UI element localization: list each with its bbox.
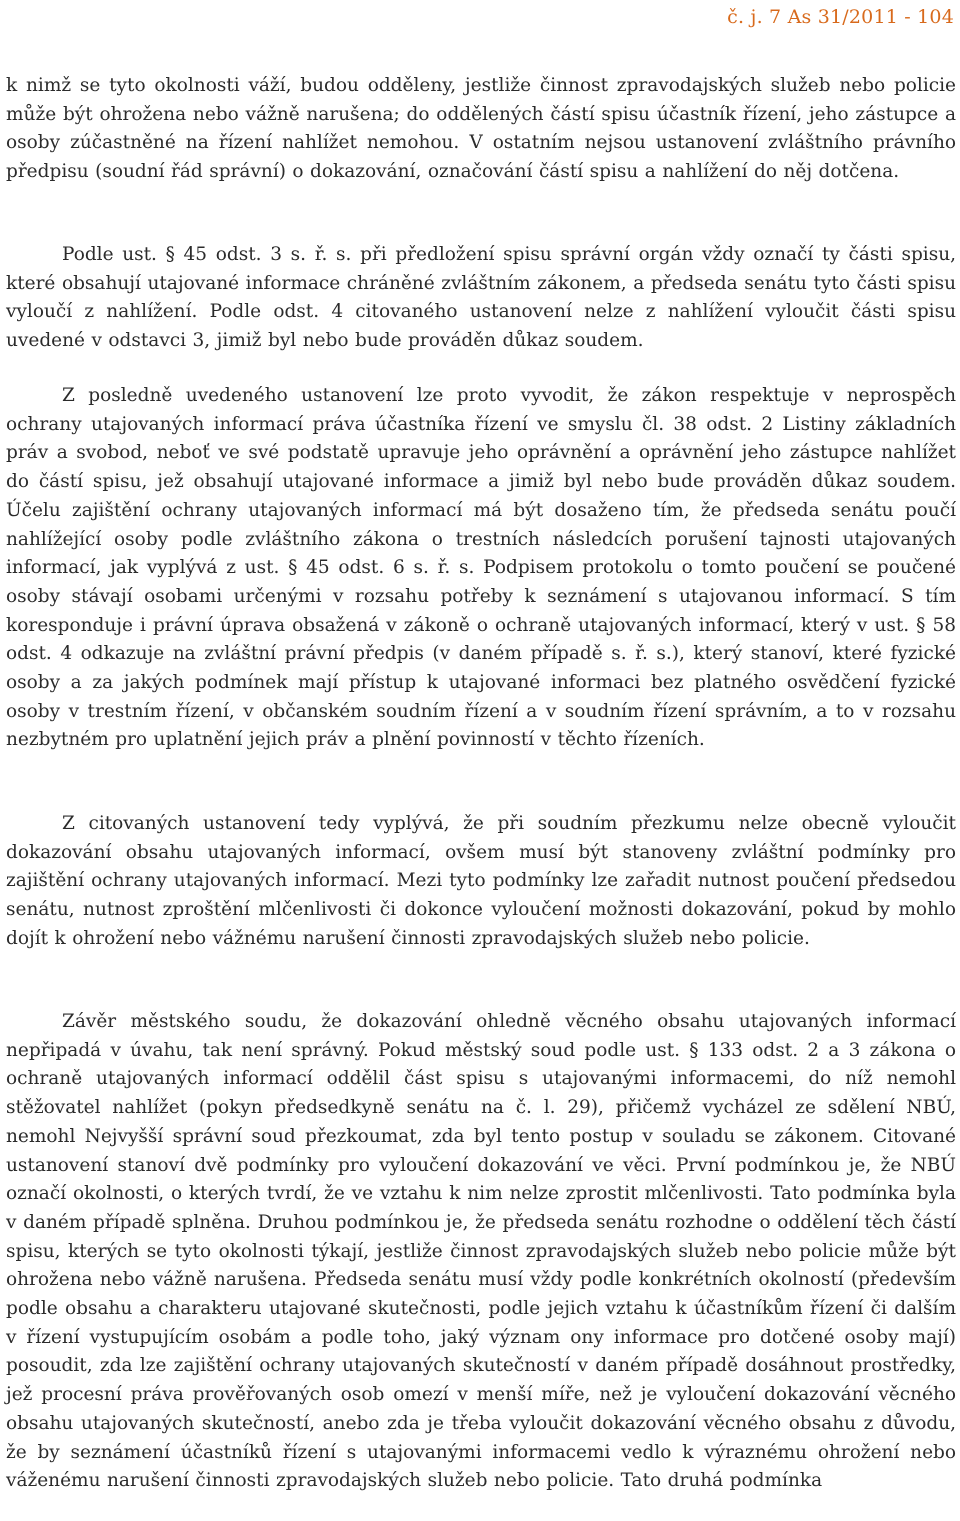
- document-page: [6, 0, 956, 1521]
- paragraph-section-45: Podle ust. § 45 odst. 3 s. ř. s. při předložení spisu správní orgán vždy označí ty části spisu, které obsahují utajované informace chráněné zvláštním zákonem, a předseda senátu tyto části spisu vyloučí z nahlížení. Podle odst. 4 citovaného ustanovení nelze z nahlížení vyloučit části spisu uvedené v odstavci 3, jimiž byl nebo bude prováděn důkaz soudem.: [6, 244, 956, 352]
- paragraph-conclusion-provisions: Z citovaných ustanovení tedy vyplývá, že při soudním přezkumu nelze obecně vyloučit dokazování obsahu utajovaných informací, ovšem musí být stanoveny zvláštní podmínky pro zajištění ochrany utajovaných informací. Mezi tyto podmínky lze zařadit nutnost poučení předsedou senátu, nutnost zproštění mlčenlivosti či dokonce vyloučení možnosti dokazování, pokud by mohlo dojít k ohrožení nebo vážnému narušení činnosti zpravodajských služeb nebo policie.: [6, 813, 956, 949]
- paragraph-charter-rights: Z posledně uvedeného ustanovení lze proto vyvodit, že zákon respektuje v neprospěch ochrany utajovaných informací práva účastníka řízení ve smyslu čl. 38 odst. 2 Listiny základních práv a svobod, neboť ve své podstatě upravuje jeho oprávnění a oprávnění jeho zástupce nahlížet do částí spisu, jež obsahují utajované informace a jimiž byl nebo bude prováděn důkaz soudem. Účelu zajištění ochrany utajovaných informací má být dosaženo tím, že předseda senátu poučí nahlížející osoby podle zvláštního zákona o trestních následcích porušení tajnosti utajovaných informací, jak vyplývá z ust. § 45 odst. 6 s. ř. s. Podpisem protokolu o tomto poučení se poučené osoby stávají osobami určenými v rozsahu potřeby k seznámení s utajovanou informací. S tím koresponduje i právní úprava obsažená v zákoně o ochraně utajovaných informací, který v ust. § 58 odst. 4 odkazuje na zvláštní právní předpis (v daném případě s. ř. s.), který stanoví, které fyzické osoby a za jakých podmínek mají přístup k utajované informaci bez platného osvědčení fyzické osoby v trestním řízení, v občanském soudním řízení a v soudním řízení správním, a to v rozsahu nezbytném pro uplatnění jejich práv a plnění povinností v těchto řízeních.: [6, 385, 956, 751]
- paragraph-continuation: k nimž se tyto okolnosti váží, budou odděleny, jestliže činnost zpravodajských služeb nebo policie může být ohrožena nebo vážně narušena; do oddělených částí spisu účastník řízení, jeho zástupce a osoby zúčastněné na řízení nahlížet nemohou. V ostatním nejsou ustanovení zvláštního právního předpisu (soudní řád správní) o dokazování, označování částí spisu a nahlížení do něj dotčena.: [6, 75, 956, 183]
- paragraph-municipal-court: Závěr městského soudu, že dokazování ohledně věcného obsahu utajovaných informací nepřipadá v úvahu, tak není správný. Pokud městský soud podle ust. § 133 odst. 2 a 3 zákona o ochraně utajovaných informací oddělil část spisu s utajovanými informacemi, do níž nemohl stěžovatel nahlížet (pokyn předsedkyně senátu na č. l. 29), přičemž vycházel ze sdělení NBÚ, nemohl Nejvyšší správní soud přezkoumat, zda byl tento postup v souladu se zákonem. Citované ustanovení stanoví dvě podmínky pro vyloučení dokazování ve věci. První podmínkou je, že NBÚ označí okolnosti, o kterých tvrdí, že ve vztahu k nim nelze zprostit mlčenlivosti. Tato podmínka byla v daném případě splněna. Druhou podmínkou je, že předseda senátu rozhodne o oddělení těch částí spisu, kterých se tyto okolnosti týkají, jestliže činnost zpravodajských služeb nebo policie může být ohrožena nebo vážně narušena. Předseda senátu musí vždy podle konkrétních okolností (především podle obsahu a charakteru utajované skutečnosti, podle jejich vztahu k účastníkům řízení či dalším v řízení vystupujícím osobám a podle toho, jaký význam ony informace pro dotčené osoby mají) posoudit, zda lze zajištění ochrany utajovaných skutečností v daném případě dosáhnout prostředky, jež procesní práva prověřovaných osob omezí v menší míře, než je vyloučení dokazování věcného obsahu utajovaných skutečností, anebo zda je třeba vyloučit dokazování věcného obsahu z důvodu, že by seznámení účastníků řízení s utajovanými informacemi vedlo k výraznému ohrožení nebo váženému narušení činnosti zpravodajských služeb nebo policie. Tato druhá podmínka: [6, 1011, 956, 1492]
- case-number-header: č. j. 7 As 31/2011 - 104: [727, 6, 954, 28]
